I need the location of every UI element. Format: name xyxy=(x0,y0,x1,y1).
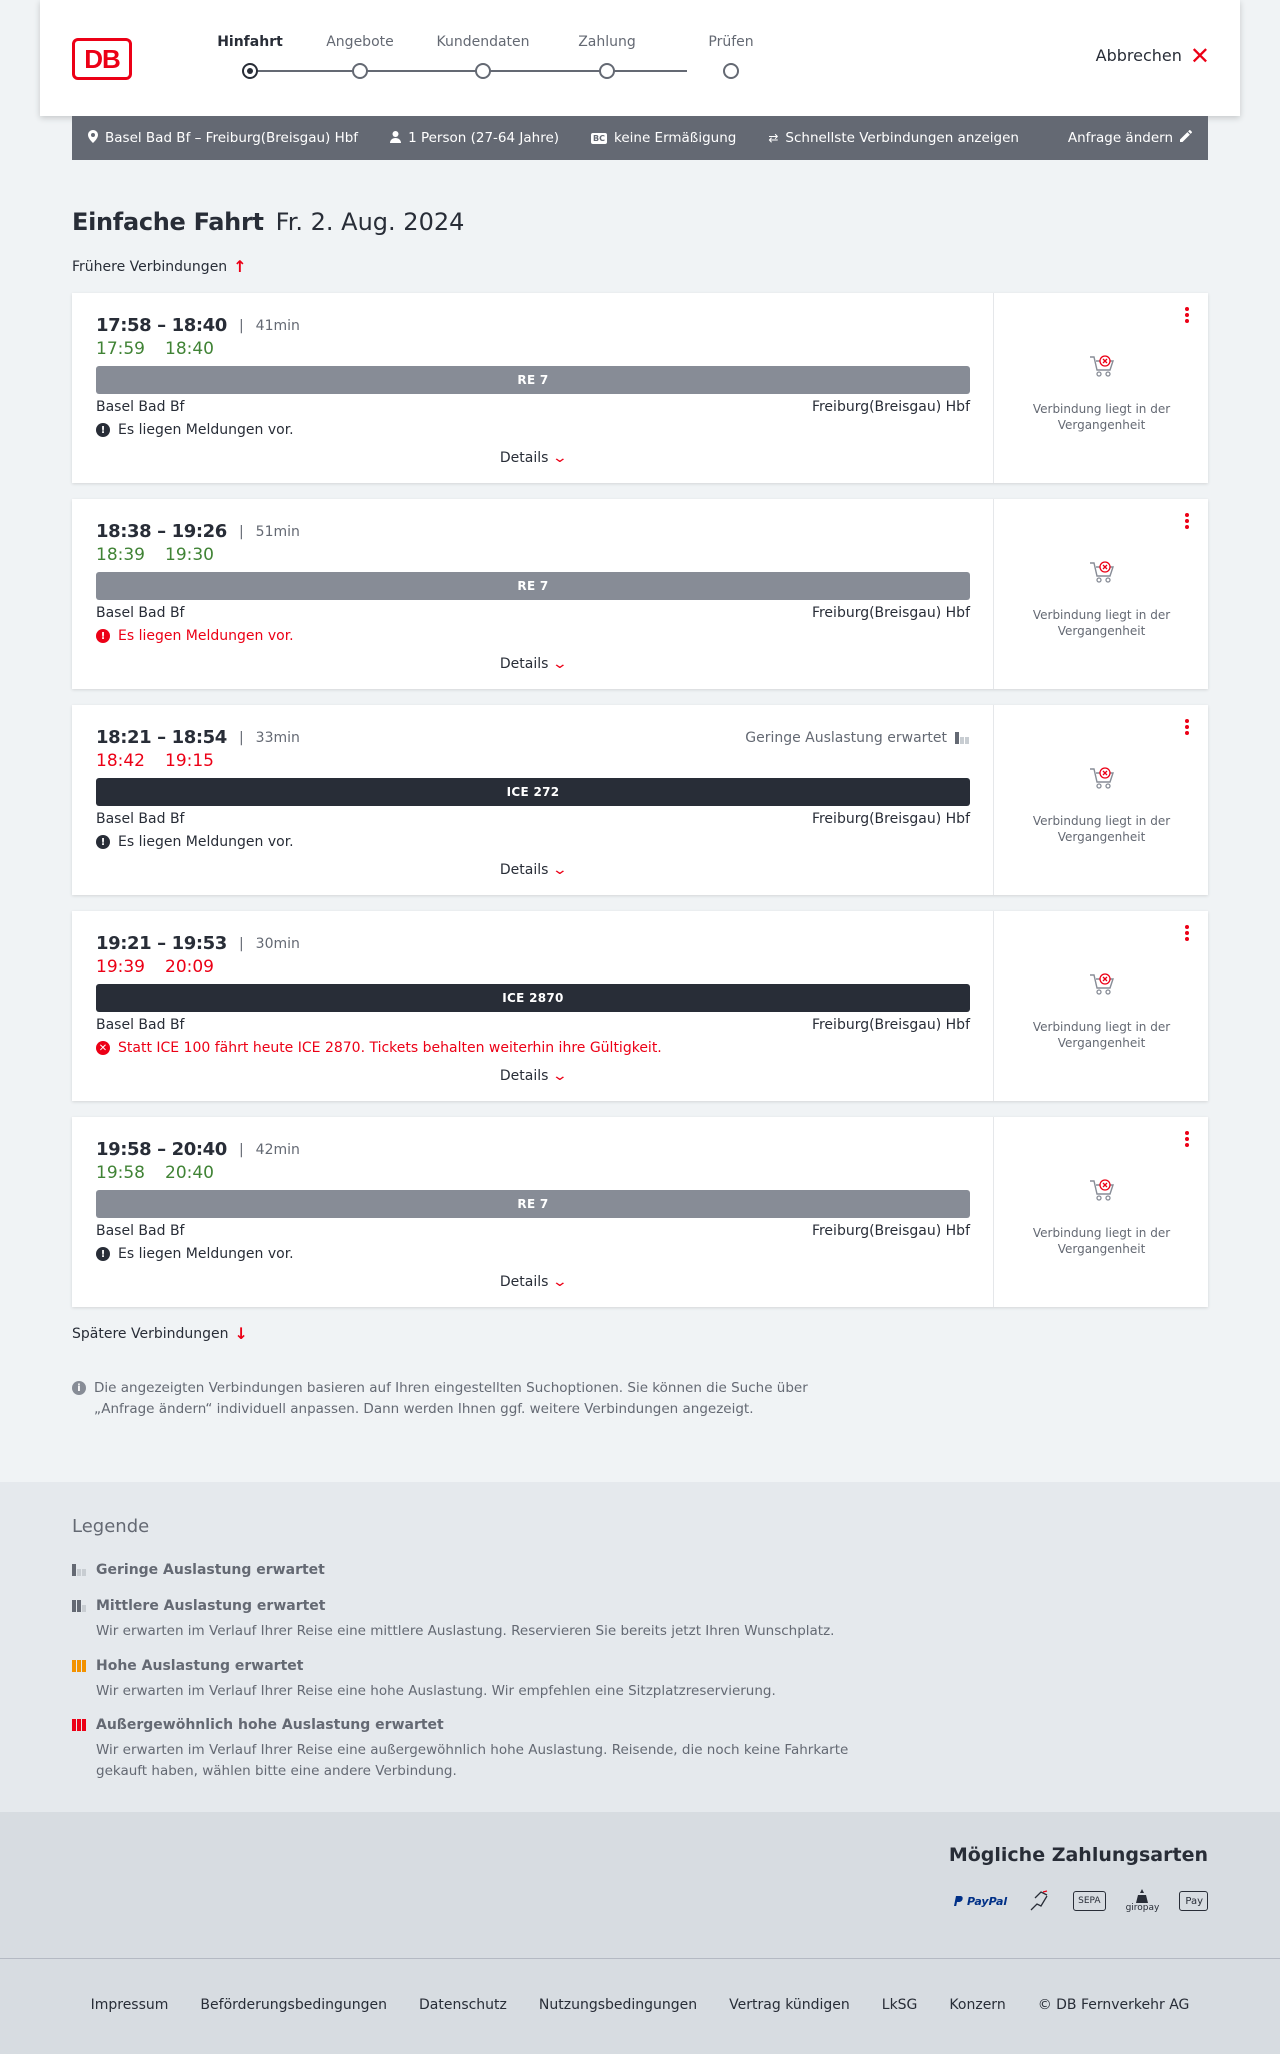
route-text: Basel Bad Bf – Freiburg(Breisgau) Hbf xyxy=(105,130,359,146)
details-toggle[interactable] xyxy=(72,1274,994,1290)
connection-main[interactable] xyxy=(72,911,994,1101)
warning-icon: ! xyxy=(96,629,110,643)
cancel-button[interactable] xyxy=(1095,41,1210,70)
payment-title: Mögliche Zahlungsarten xyxy=(948,1844,1208,1866)
travellers-text: 1 Person (27-64 Jahre) xyxy=(408,130,560,146)
realtime-times xyxy=(96,1163,214,1183)
connection-card xyxy=(72,293,1208,483)
arrival-station: Freiburg(Breisgau) Hbf xyxy=(811,605,970,621)
departure-station: Basel Bad Bf xyxy=(96,1017,185,1033)
chevron-down-icon: ⌄ xyxy=(552,1274,569,1290)
step-zahlung xyxy=(557,34,657,79)
message-text: Es liegen Meldungen vor. xyxy=(118,628,294,644)
header xyxy=(40,0,1240,116)
message-text: Statt ICE 100 fährt heute ICE 2870. Tickets behalten weiterhin ihre Gültigkeit. xyxy=(118,1040,662,1056)
legend-item-title: Geringe Auslastung erwartet xyxy=(96,1562,325,1578)
notice-icon: ! xyxy=(96,423,110,437)
apple-pay-icon xyxy=(1179,1891,1208,1911)
chevron-down-icon: ⌄ xyxy=(552,656,569,672)
legend-item xyxy=(72,1658,852,1702)
details-toggle[interactable] xyxy=(72,1068,994,1084)
payment-methods-section xyxy=(0,1812,1280,1958)
train-line-bar: ICE 272 xyxy=(96,778,970,806)
planned-time: 18:21 – 18:54 xyxy=(96,727,227,748)
details-toggle[interactable] xyxy=(72,450,994,466)
step-kundendaten xyxy=(433,34,533,79)
close-icon: ✕ xyxy=(1189,41,1210,70)
connection-card xyxy=(72,1117,1208,1307)
past-connection-text: Verbindung liegt in der Vergangenheit xyxy=(1032,1020,1171,1050)
cart-unavailable-icon xyxy=(995,355,1208,383)
progress-stepper xyxy=(210,34,754,84)
connection-message xyxy=(96,422,294,438)
giropay-label: giropay xyxy=(1125,1903,1160,1913)
planned-times xyxy=(96,315,300,336)
earlier-connections-label: Frühere Verbindungen xyxy=(72,258,228,275)
message-text: Es liegen Meldungen vor. xyxy=(118,422,294,438)
realtime-departure: 19:39 xyxy=(96,957,145,977)
realtime-departure: 18:42 xyxy=(96,751,145,771)
divider: | xyxy=(238,1141,244,1158)
connection-message xyxy=(96,834,294,850)
offer-panel xyxy=(995,911,1208,1101)
fastest-summary xyxy=(768,130,1019,146)
divider: | xyxy=(238,935,244,952)
connection-message xyxy=(96,1246,294,1262)
connection-card xyxy=(72,705,1208,895)
later-connections-label: Spätere Verbindungen xyxy=(72,1325,229,1342)
footer-link[interactable]: Nutzungsbedingungen xyxy=(538,1996,698,2013)
realtime-arrival: 19:15 xyxy=(165,751,214,771)
search-summary-bar xyxy=(72,116,1208,160)
planned-time: 19:58 – 20:40 xyxy=(96,1139,227,1160)
cart-unavailable-icon xyxy=(995,1179,1208,1207)
planned-time: 19:21 – 19:53 xyxy=(96,933,227,954)
connection-message xyxy=(96,1040,662,1056)
legend-item-title: Außergewöhnlich hohe Auslastung erwartet xyxy=(96,1717,444,1733)
cart-unavailable-icon xyxy=(995,561,1208,589)
step-dot xyxy=(723,63,739,79)
legend-title: Legende xyxy=(72,1516,150,1537)
discount-summary xyxy=(591,130,736,146)
step-hinfahrt xyxy=(200,34,300,79)
credit-card-hand-icon xyxy=(1027,1887,1053,1915)
step-pruefen xyxy=(681,34,781,79)
apple-pay-label: Pay xyxy=(1185,1895,1203,1907)
realtime-times xyxy=(96,751,214,771)
arrow-down-icon: ↓ xyxy=(234,1324,248,1343)
step-dot-active xyxy=(242,63,258,79)
info-note-text: Die angezeigten Verbindungen basieren auf Ihren eingestellten Suchoptionen. Sie können die Suche über „Anfrage ändern“ individuell anpassen. Dann werden Ihnen ggf. weitere Verbindungen angezeigt. xyxy=(94,1380,808,1417)
connection-main[interactable] xyxy=(72,293,994,483)
planned-times xyxy=(96,933,300,954)
realtime-departure: 18:39 xyxy=(96,545,145,565)
legend-item-title: Mittlere Auslastung erwartet xyxy=(96,1598,326,1614)
cancel-label: Abbrechen xyxy=(1095,46,1182,65)
train-line-bar: RE 7 xyxy=(96,572,970,600)
realtime-times xyxy=(96,545,214,565)
divider: | xyxy=(238,729,244,746)
legend-item-header xyxy=(72,1598,852,1614)
paypal-icon xyxy=(952,1887,1007,1915)
legend-item-text: Wir erwarten im Verlauf Ihrer Reise eine außergewöhnlich hohe Auslastung. Reisende, die noch keine Fahrkarte gekauft haben, wählen bitte eine andere Verbindung. xyxy=(96,1742,849,1779)
duration: 33min xyxy=(255,729,300,746)
footer-link: © DB Fernverkehr AG xyxy=(1037,1996,1190,2013)
step-dot xyxy=(599,63,615,79)
train-line-bar: ICE 2870 xyxy=(96,984,970,1012)
trip-type: Einfache Fahrt xyxy=(72,208,264,236)
footer xyxy=(0,1958,1280,2054)
pencil-icon xyxy=(1180,130,1192,146)
sepa-label: SEPA xyxy=(1078,1896,1101,1906)
legend-section xyxy=(0,1482,1280,1812)
change-request-label: Anfrage ändern xyxy=(1067,130,1173,146)
later-connections-link[interactable] xyxy=(72,1324,248,1343)
route-summary xyxy=(88,130,358,146)
step-label: Zahlung xyxy=(578,34,636,50)
bahncard-icon: BC xyxy=(593,133,605,143)
arrival-station: Freiburg(Breisgau) Hbf xyxy=(811,1017,970,1033)
stations xyxy=(96,399,970,415)
realtime-times xyxy=(96,957,214,977)
past-connection-text: Verbindung liegt in der Vergangenheit xyxy=(1032,814,1171,844)
offer-panel xyxy=(995,499,1208,689)
departure-station: Basel Bad Bf xyxy=(96,1223,185,1239)
connection-message xyxy=(96,628,294,644)
occupancy-text: Geringe Auslastung erwartet xyxy=(745,730,947,746)
person-icon xyxy=(390,131,401,146)
legend-item-title: Hohe Auslastung erwartet xyxy=(96,1658,304,1674)
low-occupancy-icon xyxy=(955,732,969,744)
db-logo[interactable]: DB xyxy=(72,38,132,80)
error-x-icon: ✕ xyxy=(96,1041,110,1055)
chevron-down-icon: ⌄ xyxy=(552,450,569,466)
details-toggle[interactable] xyxy=(72,862,994,878)
travellers-summary xyxy=(390,130,559,146)
earlier-connections-link[interactable] xyxy=(72,257,247,276)
realtime-arrival: 18:40 xyxy=(165,339,214,359)
low-occupancy-icon xyxy=(72,1564,88,1576)
duration: 51min xyxy=(255,523,300,540)
very-high-occupancy-icon xyxy=(72,1719,88,1731)
realtime-arrival: 20:40 xyxy=(165,1163,214,1183)
paypal-label: PayPal xyxy=(966,1894,1008,1908)
info-icon: i xyxy=(72,1381,86,1395)
swap-arrows-icon: ⇄ xyxy=(768,131,779,145)
duration: 42min xyxy=(255,1141,300,1158)
footer-link[interactable]: Vertrag kündigen xyxy=(729,1996,850,2013)
connection-main[interactable] xyxy=(72,499,994,689)
cart-unavailable-icon xyxy=(995,767,1208,795)
info-note xyxy=(72,1378,852,1420)
realtime-departure: 19:58 xyxy=(96,1163,145,1183)
medium-occupancy-icon xyxy=(72,1600,88,1612)
more-options-icon[interactable] xyxy=(1182,1131,1192,1149)
footer-link[interactable]: LkSG xyxy=(881,1996,918,2013)
footer-link[interactable]: Datenschutz xyxy=(418,1996,507,2013)
past-connection-text: Verbindung liegt in der Vergangenheit xyxy=(1032,1226,1171,1256)
legend-item-text: Wir erwarten im Verlauf Ihrer Reise eine mittlere Auslastung. Reservieren Sie bereits jetzt Ihren Wunschplatz. xyxy=(96,1623,835,1639)
planned-times xyxy=(96,521,300,542)
legend-item-header xyxy=(72,1562,852,1578)
arrival-station: Freiburg(Breisgau) Hbf xyxy=(811,811,970,827)
arrival-station: Freiburg(Breisgau) Hbf xyxy=(811,1223,970,1239)
departure-station: Basel Bad Bf xyxy=(96,399,185,415)
change-request-button[interactable] xyxy=(1068,130,1192,146)
offer-panel xyxy=(995,293,1208,483)
legend-item-header xyxy=(72,1658,852,1674)
message-text: Es liegen Meldungen vor. xyxy=(118,1246,294,1262)
message-text: Es liegen Meldungen vor. xyxy=(118,834,294,850)
connection-card xyxy=(72,499,1208,689)
sepa-icon xyxy=(1073,1891,1105,1911)
offer-panel xyxy=(995,705,1208,895)
details-toggle[interactable] xyxy=(72,656,994,672)
train-line-bar: RE 7 xyxy=(96,366,970,394)
arrow-up-icon: ↑ xyxy=(233,257,247,276)
departure-station: Basel Bad Bf xyxy=(96,811,185,827)
more-options-icon[interactable] xyxy=(1182,719,1192,737)
step-label: Angebote xyxy=(326,34,394,50)
legend-item-header xyxy=(72,1717,852,1733)
step-dot xyxy=(352,63,368,79)
divider: | xyxy=(238,317,244,334)
page-title xyxy=(72,208,464,236)
duration: 41min xyxy=(255,317,300,334)
location-pin-icon xyxy=(88,130,98,146)
arrival-station: Freiburg(Breisgau) Hbf xyxy=(811,399,970,415)
more-options-icon[interactable] xyxy=(1182,925,1192,943)
fastest-text: Schnellste Verbindungen anzeigen xyxy=(785,130,1019,146)
cart-unavailable-icon xyxy=(995,973,1208,1001)
footer-link[interactable]: Konzern xyxy=(949,1996,1006,2013)
train-line-bar: RE 7 xyxy=(96,1190,970,1218)
realtime-arrival: 20:09 xyxy=(165,957,214,977)
chevron-down-icon: ⌄ xyxy=(552,1068,569,1084)
realtime-departure: 17:59 xyxy=(96,339,145,359)
connection-main[interactable] xyxy=(72,705,994,895)
step-dot xyxy=(475,63,491,79)
divider: | xyxy=(238,523,244,540)
legend-item xyxy=(72,1562,852,1578)
details-label: Details xyxy=(499,862,549,878)
duration: 30min xyxy=(255,935,300,952)
discount-text: keine Ermäßigung xyxy=(614,130,737,146)
step-angebote xyxy=(310,34,410,79)
legend-item xyxy=(72,1717,852,1782)
legend-item-text: Wir erwarten im Verlauf Ihrer Reise eine hohe Auslastung. Wir empfehlen eine Sitzplatzreservierung. xyxy=(96,1683,776,1699)
planned-times xyxy=(96,727,300,748)
realtime-arrival: 19:30 xyxy=(165,545,214,565)
more-options-icon[interactable] xyxy=(1182,307,1192,325)
realtime-times xyxy=(96,339,214,359)
high-occupancy-icon xyxy=(72,1660,88,1672)
footer-link[interactable]: Beförderungsbedingungen xyxy=(200,1996,387,2013)
past-connection-text: Verbindung liegt in der Vergangenheit xyxy=(1032,608,1171,638)
step-label: Kundendaten xyxy=(436,34,530,50)
legend-item xyxy=(72,1598,852,1642)
step-label: Prüfen xyxy=(708,34,754,50)
details-label: Details xyxy=(499,450,549,466)
details-label: Details xyxy=(499,1068,549,1084)
past-connection-text: Verbindung liegt in der Vergangenheit xyxy=(1032,402,1171,432)
stations xyxy=(96,1017,970,1033)
trip-date: Fr. 2. Aug. 2024 xyxy=(275,208,465,236)
planned-time: 17:58 – 18:40 xyxy=(96,315,227,336)
chevron-down-icon: ⌄ xyxy=(552,862,569,878)
footer-link[interactable]: Impressum xyxy=(90,1996,169,2013)
stations xyxy=(96,811,970,827)
details-label: Details xyxy=(499,1274,549,1290)
step-label: Hinfahrt xyxy=(217,34,283,50)
details-label: Details xyxy=(499,656,549,672)
notice-icon: ! xyxy=(96,835,110,849)
occupancy-indicator xyxy=(745,730,969,746)
planned-time: 18:38 – 19:26 xyxy=(96,521,227,542)
notice-icon: ! xyxy=(96,1247,110,1261)
connection-card xyxy=(72,911,1208,1101)
stations xyxy=(96,1223,970,1239)
more-options-icon[interactable] xyxy=(1182,513,1192,531)
stations xyxy=(96,605,970,621)
departure-station: Basel Bad Bf xyxy=(96,605,185,621)
giropay-icon xyxy=(1126,1886,1160,1916)
payment-icons xyxy=(952,1886,1208,1916)
connection-main[interactable] xyxy=(72,1117,994,1307)
offer-panel xyxy=(995,1117,1208,1307)
planned-times xyxy=(96,1139,300,1160)
